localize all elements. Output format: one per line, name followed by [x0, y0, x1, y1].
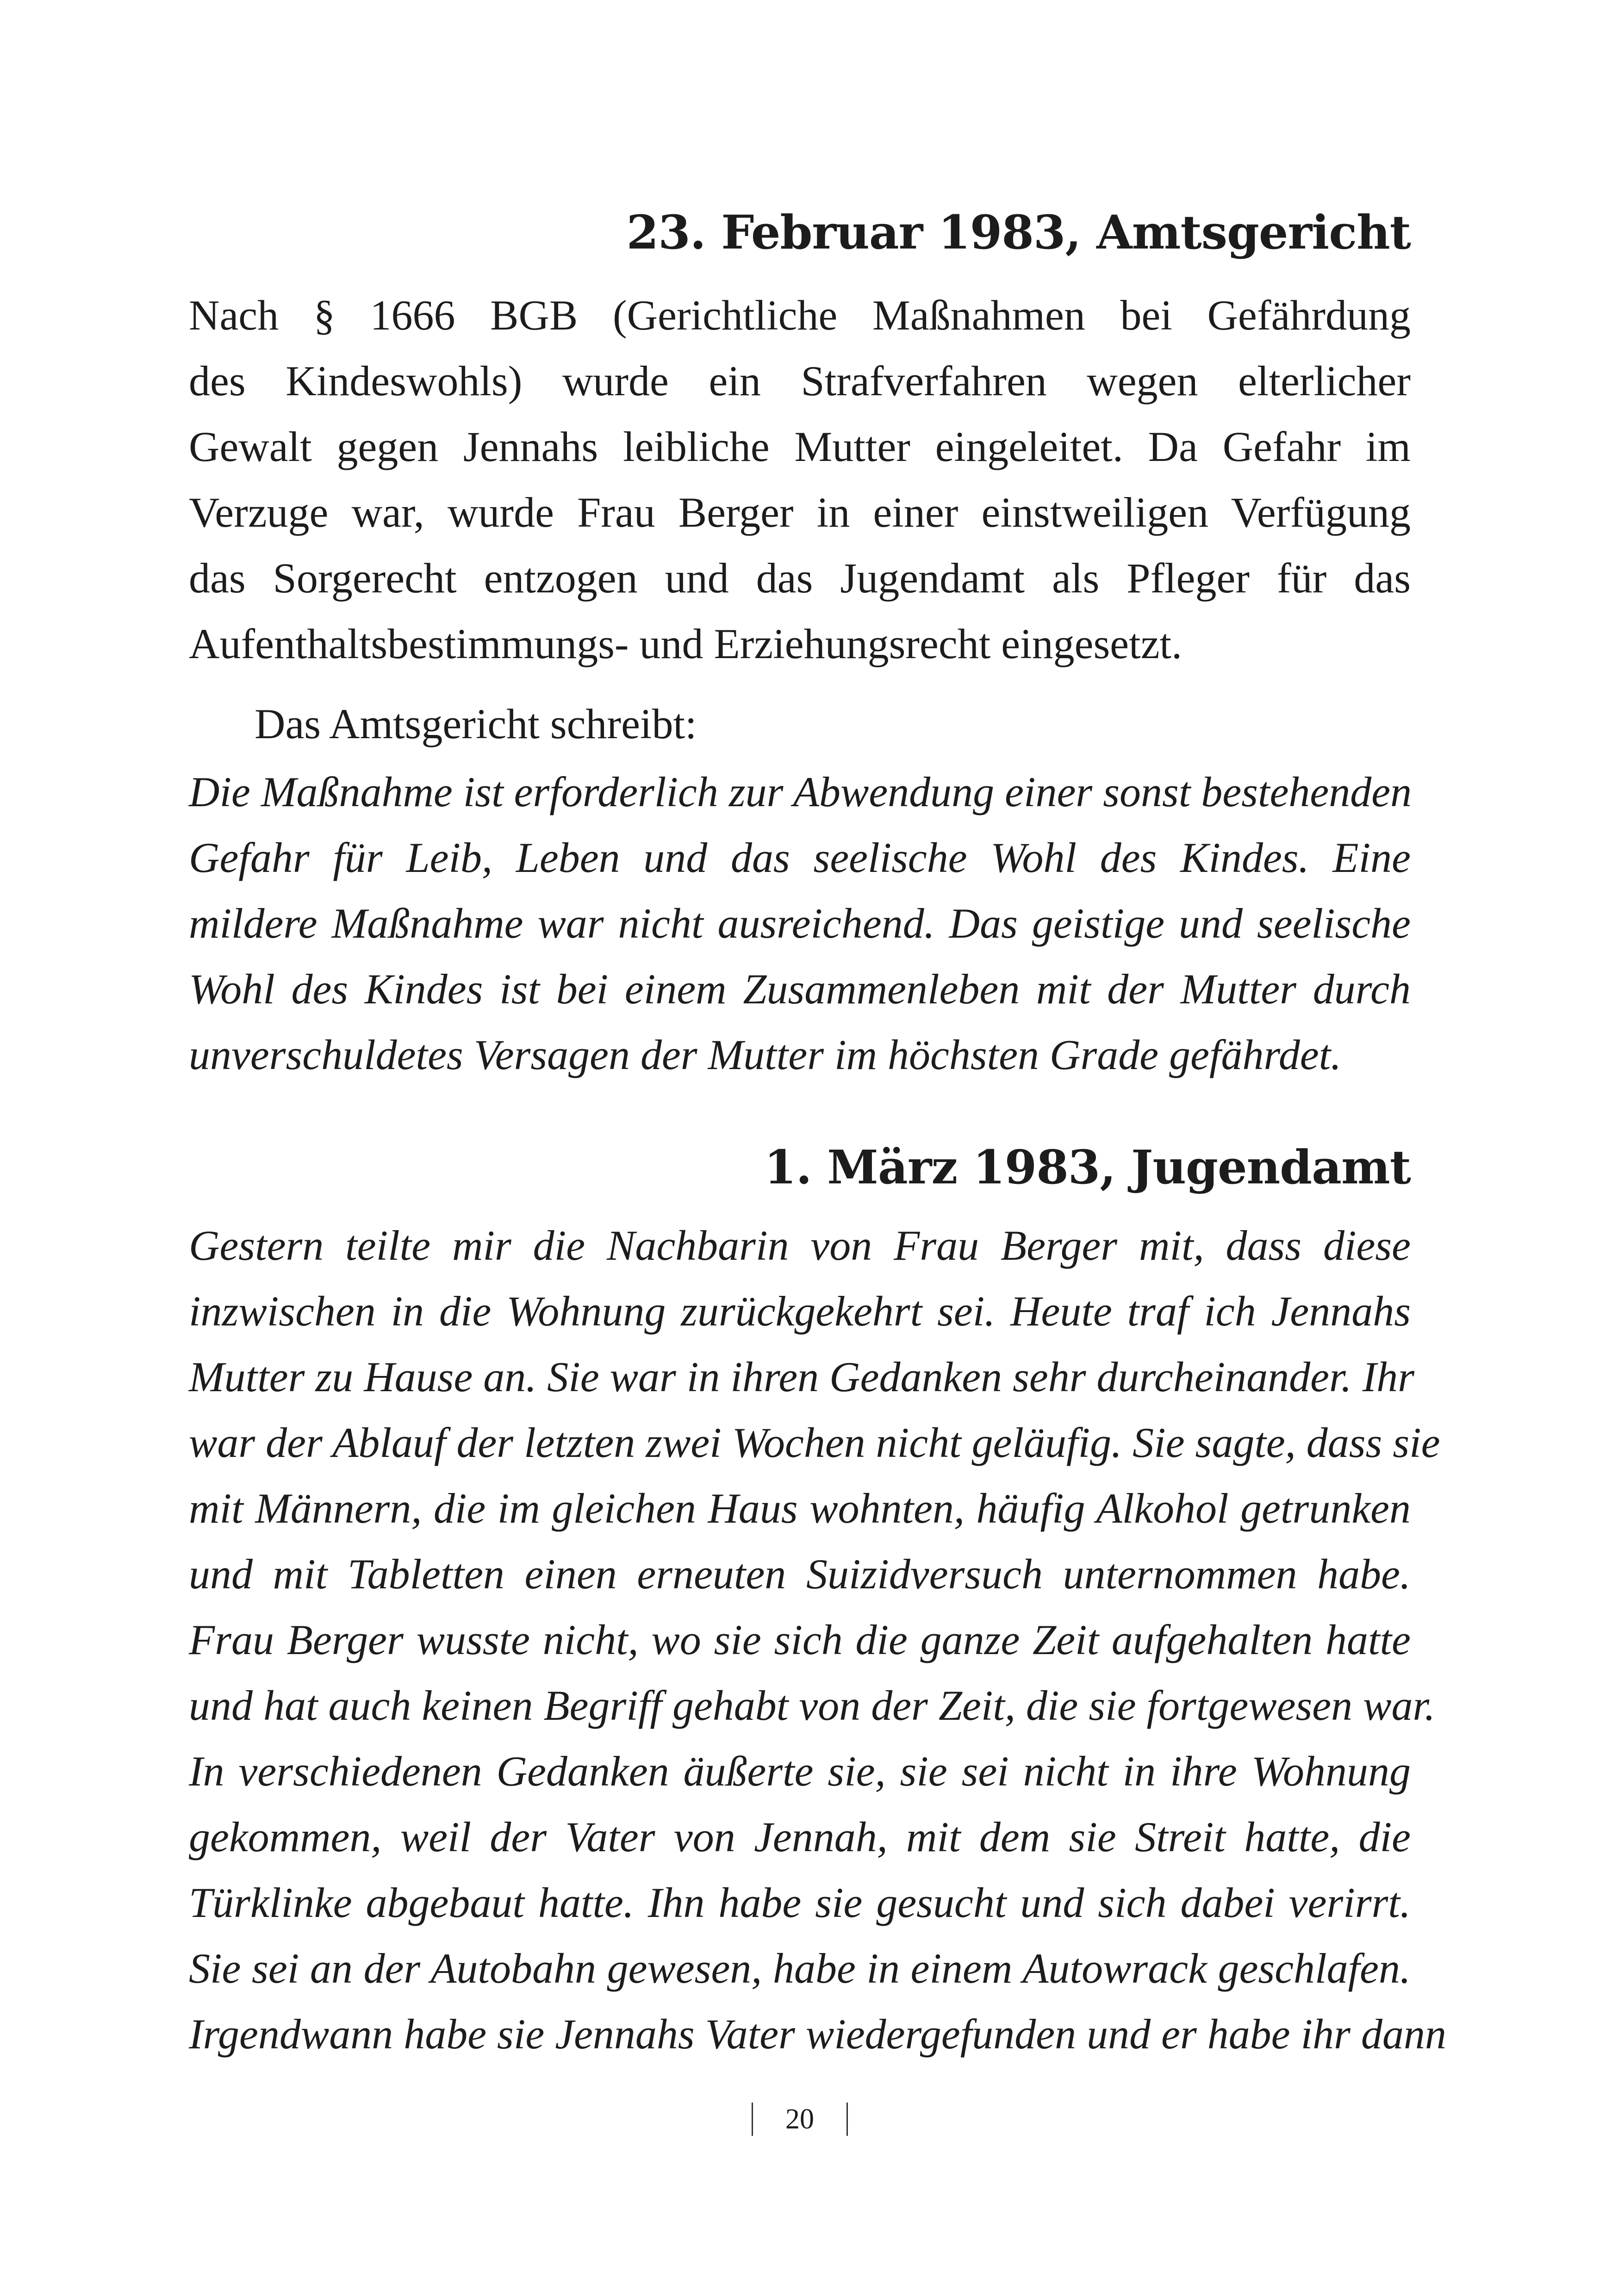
- body-paragraph-amtsgericht: [189, 282, 1411, 677]
- section-heading-amtsgericht: 23. Februar 1983, Amtsgericht: [626, 205, 1411, 260]
- report-line: Frau Berger wusste nicht, wo sie sich die ganze Zeit aufgehalten hatte: [189, 1616, 1411, 1663]
- quote-line: Wohl des Kindes ist bei einem Zusammenleben mit der Mutter durch: [189, 965, 1411, 1013]
- report-line: gekommen, weil der Vater von Jennah, mit dem sie Streit hatte, die: [189, 1813, 1411, 1860]
- quote-intro: [255, 691, 1411, 757]
- report-line: und mit Tabletten einen erneuten Suizidversuch unternommen habe.: [189, 1550, 1411, 1598]
- court-quote: [189, 759, 1411, 1088]
- footer-divider-right: [846, 2103, 848, 2136]
- quote-line: mildere Maßnahme war nicht ausreichend. Das geistige und seelische: [189, 900, 1411, 947]
- page-number: 20: [785, 2103, 814, 2135]
- page-footer: [189, 2096, 1411, 2137]
- report-line: Irgendwann habe sie Jennahs Vater wiedergefunden und er habe ihr dann: [189, 2010, 1446, 2058]
- report-line: war der Ablauf der letzten zwei Wochen nicht geläufig. Sie sagte, dass sie: [189, 1419, 1440, 1466]
- report-line: mit Männern, die im gleichen Haus wohnten, häufig Alkohol getrunken: [189, 1485, 1411, 1532]
- body-line: Gewalt gegen Jennahs leibliche Mutter eingeleitet. Da Gefahr im: [189, 423, 1411, 470]
- report-line: inzwischen in die Wohnung zurückgekehrt sei. Heute traf ich Jennahs: [189, 1288, 1411, 1335]
- quote-line: Gefahr für Leib, Leben und das seelische Wohl des Kindes. Eine: [189, 834, 1411, 881]
- body-line: Aufenthaltsbestimmungs- und Erziehungsrecht eingesetzt.: [189, 620, 1182, 667]
- section-heading-jugendamt: 1. März 1983, Jugendamt: [764, 1140, 1411, 1195]
- report-line: In verschiedenen Gedanken äußerte sie, sie sei nicht in ihre Wohnung: [189, 1748, 1411, 1795]
- report-line: Türklinke abgebaut hatte. Ihn habe sie gesucht und sich dabei verirrt.: [189, 1879, 1411, 1926]
- report-line: und hat auch keinen Begriff gehabt von der Zeit, die sie fortgewesen war.: [189, 1682, 1436, 1729]
- quote-line: Die Maßnahme ist erforderlich zur Abwendung einer sonst bestehenden: [189, 768, 1412, 815]
- footer-divider-left: [752, 2103, 753, 2136]
- report-line: Sie sei an der Autobahn gewesen, habe in einem Autowrack geschlafen.: [189, 1945, 1411, 1992]
- body-line: das Sorgerecht entzogen und das Jugendamt als Pfleger für das: [189, 554, 1411, 602]
- book-page: [189, 0, 1446, 2296]
- report-line: Gestern teilte mir die Nachbarin von Frau Berger mit, dass diese: [189, 1222, 1411, 1269]
- intro-line: Das Amtsgericht schreibt:: [255, 700, 697, 747]
- report-line: Mutter zu Hause an. Sie war in ihren Gedanken sehr durcheinander. Ihr: [189, 1353, 1415, 1400]
- body-line: Nach § 1666 BGB (Gerichtliche Maßnahmen bei Gefährdung: [189, 292, 1411, 339]
- quote-line: unverschuldetes Versagen der Mutter im höchsten Grade gefährdet.: [189, 1031, 1342, 1078]
- body-line: Verzuge war, wurde Frau Berger in einer einstweiligen Verfügung: [189, 489, 1411, 536]
- jugendamt-report: [189, 1213, 1446, 2067]
- body-line: des Kindeswohls) wurde ein Strafverfahren wegen elterlicher: [189, 357, 1411, 404]
